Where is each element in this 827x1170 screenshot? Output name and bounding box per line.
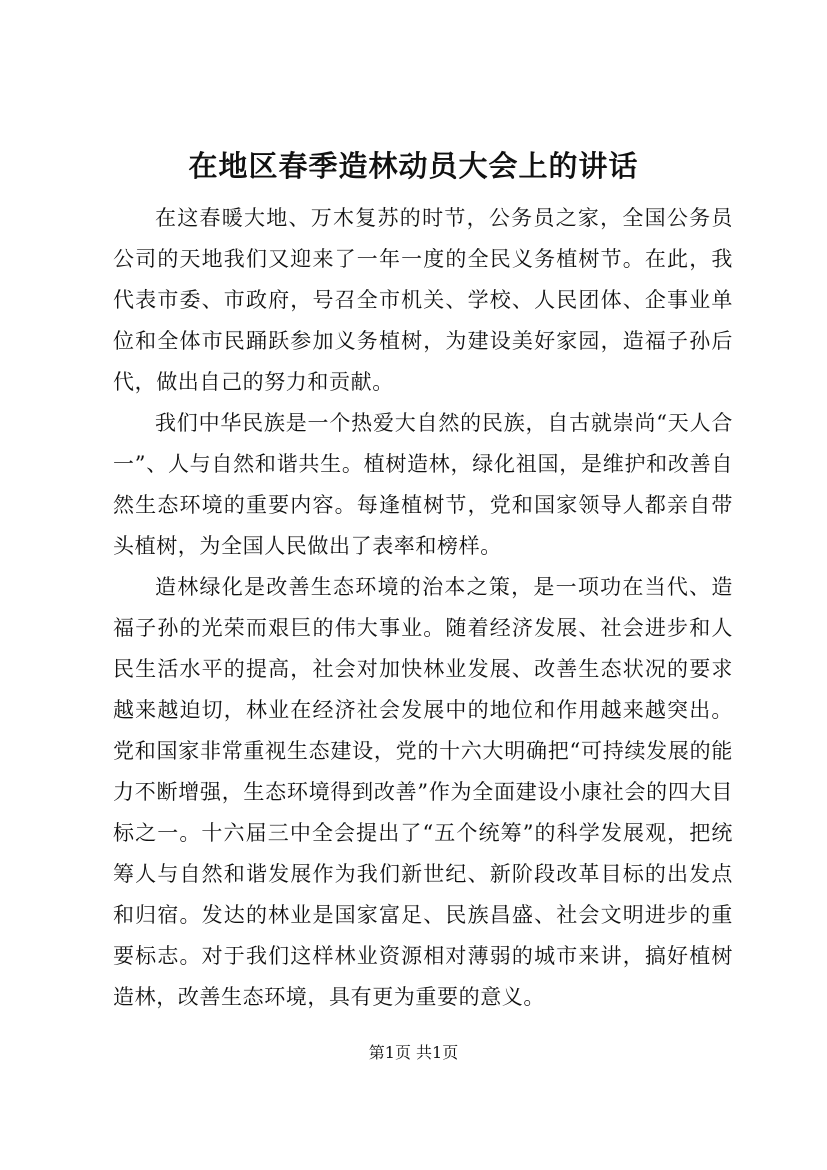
document-body (113, 198, 733, 1018)
paragraph: 造林绿化是改善生态环境的治本之策，是一项功在当代、造福子孙的光荣而艰巨的伟大事业。随着经济发展、社会进步和人民生活水平的提高，社会对加快林业发展、改善生态状况的要求越来越迫切，林业在经济社会发展中的地位和作用越来越突出。党和国家非常重视生态建设，党的十六大明确把“可持续发展的能力不断增强，生态环境得到改善”作为全面建设小康社会的四大目标之一。十六届三中全会提出了“五个统筹”的科学发展观，把统筹人与自然和谐发展作为我们新世纪、新阶段改革目标的出发点和归宿。发达的林业是国家富足、民族昌盛、社会文明进步的重要标志。对于我们这样林业资源相对薄弱的城市来讲，搞好植树造林，改善生态环境，具有更为重要的意义。 (113, 575, 733, 1009)
paragraph: 我们中华民族是一个热爱大自然的民族，自古就崇尚“天人合一”、人与自然和谐共生。植树造林，绿化祖国，是维护和改善自然生态环境的重要内容。每逢植树节，党和国家领导人都亲自带头植树，为全国人民做出了表率和榜样。 (113, 411, 733, 558)
document-title: 在地区春季造林动员大会上的讲话 (188, 149, 639, 183)
page-footer: 第1页 共1页 (368, 1043, 459, 1062)
paragraph: 在这春暖大地、万木复苏的时节，公务员之家，全国公务员公司的天地我们又迎来了一年一度的全民义务植树节。在此，我代表市委、市政府，号召全市机关、学校、人民团体、企事业单位和全体市民踊跃参加义务植树，为建设美好家园，造福子孙后代，做出自己的努力和贡献。 (113, 206, 733, 394)
